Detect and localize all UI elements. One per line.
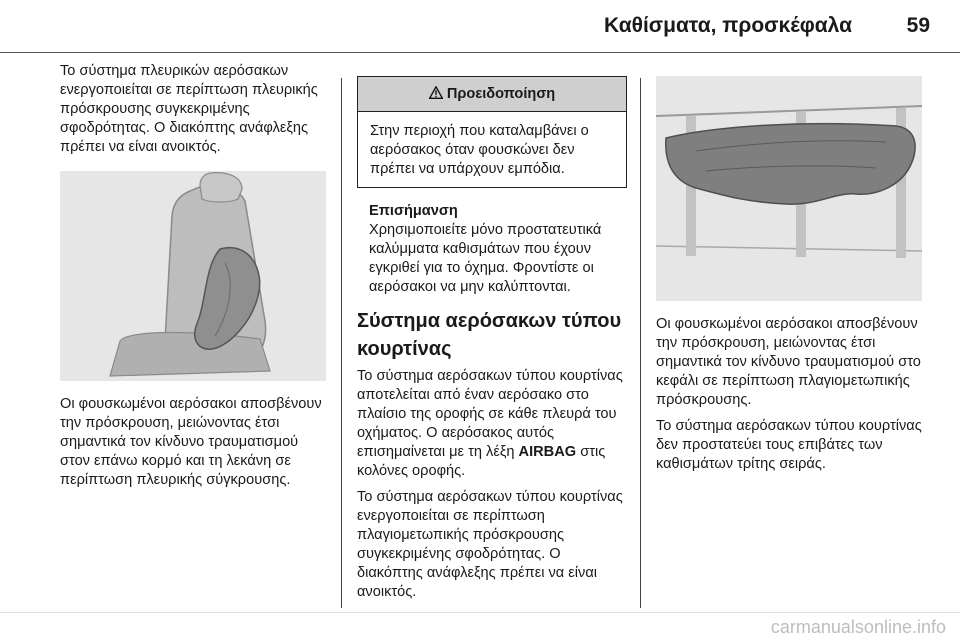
- side-airbag-intro: Το σύστημα πλευρικών αερόσακων ενεργοποιείται σε περίπτωση πλευρικής πρόσκρουσης συγκεκριμένης σφοδρότητας. Ο διακόπτης ανάφλεξης πρέπει να είναι ανοικτός.: [60, 63, 318, 155]
- warning-box: [357, 76, 627, 188]
- curtain-airbag-para1: [357, 367, 627, 481]
- page-title: Καθίσματα, προσκέφαλα: [604, 14, 852, 37]
- third-row-note: Το σύστημα αερόσακων τύπου κουρτίνας δεν προστατεύει τους επιβάτες των καθισμάτων τρίτης σειράς.: [656, 418, 922, 472]
- column-divider: [640, 78, 641, 608]
- curtain-airbag-illustration: [656, 76, 922, 301]
- warning-triangle-icon: [429, 86, 447, 102]
- airbag-label: AIRBAG: [518, 444, 577, 460]
- footer-divider: [0, 612, 960, 613]
- curtain-airbag-drawing: [656, 76, 922, 301]
- note-text: Χρησιμοποιείτε μόνο προστατευτικά καλύμματα καθισμάτων που έχουν εγκριθεί για το όχημα. Φροντίστε οι αερόσακοι να μην καλύπτονται.: [369, 222, 602, 295]
- warning-title: Προειδοποίηση: [446, 86, 556, 102]
- column-right: [656, 62, 922, 481]
- column-left: [60, 62, 326, 497]
- column-divider: [341, 78, 342, 608]
- warning-text: Στην περιοχή που καταλαμβάνει ο αερόσακος όταν φουσκώνει δεν πρέπει να υπάρχουν εμπόδια.: [370, 123, 589, 177]
- watermark: carmanualsonline.info: [770, 617, 946, 637]
- section-title: Σύστημα αερόσακων τύπου κουρτίνας: [357, 310, 622, 360]
- curtain-para1-end: στις κολόνες οροφής.: [357, 444, 606, 479]
- warning-header: [358, 77, 626, 112]
- seat-airbag-drawing: [60, 171, 326, 381]
- curtain-airbag-caption: Οι φουσκωμένοι αερόσακοι αποσβένουν την πρόσκρουση, μειώνοντας έτσι σημαντικά τον κίνδυνο τραυματισμού στο κεφάλι σε περίπτωση πλαγιομετωπικής πρόσκρουσης.: [656, 316, 921, 408]
- side-airbag-caption: Οι φουσκωμένοι αερόσακοι αποσβένουν την πρόσκρουση, μειώνοντας έτσι σημαντικά τον κίνδυνο τραυματισμού στον επάνω κορμό και τη λεκάνη σε περίπτωση πλευρικής σύγκρουσης.: [60, 396, 322, 488]
- page-header: [0, 0, 960, 52]
- curtain-airbag-para2: Το σύστημα αερόσακων τύπου κουρτίνας ενεργοποιείται σε περίπτωση πλαγιομετωπικής πρόσκρουσης συγκεκριμένης σφοδρότητας. Ο διακόπτης ανάφλεξης πρέπει να είναι ανοικτός.: [357, 489, 623, 600]
- curtain-para1-text: Το σύστημα αερόσακων τύπου κουρτίνας αποτελείται από έναν αερόσακο στο πλαίσιο της οροφής σε κάθε πλευρά του οχήματος. Ο αερόσακος αυτός επισημαίνεται με τη λέξη: [357, 368, 623, 460]
- header-divider: [0, 52, 960, 53]
- note-title: Επισήμανση: [369, 203, 458, 219]
- column-middle: [357, 62, 627, 609]
- page-number: 59: [906, 14, 930, 37]
- seat-side-airbag-illustration: [60, 171, 326, 381]
